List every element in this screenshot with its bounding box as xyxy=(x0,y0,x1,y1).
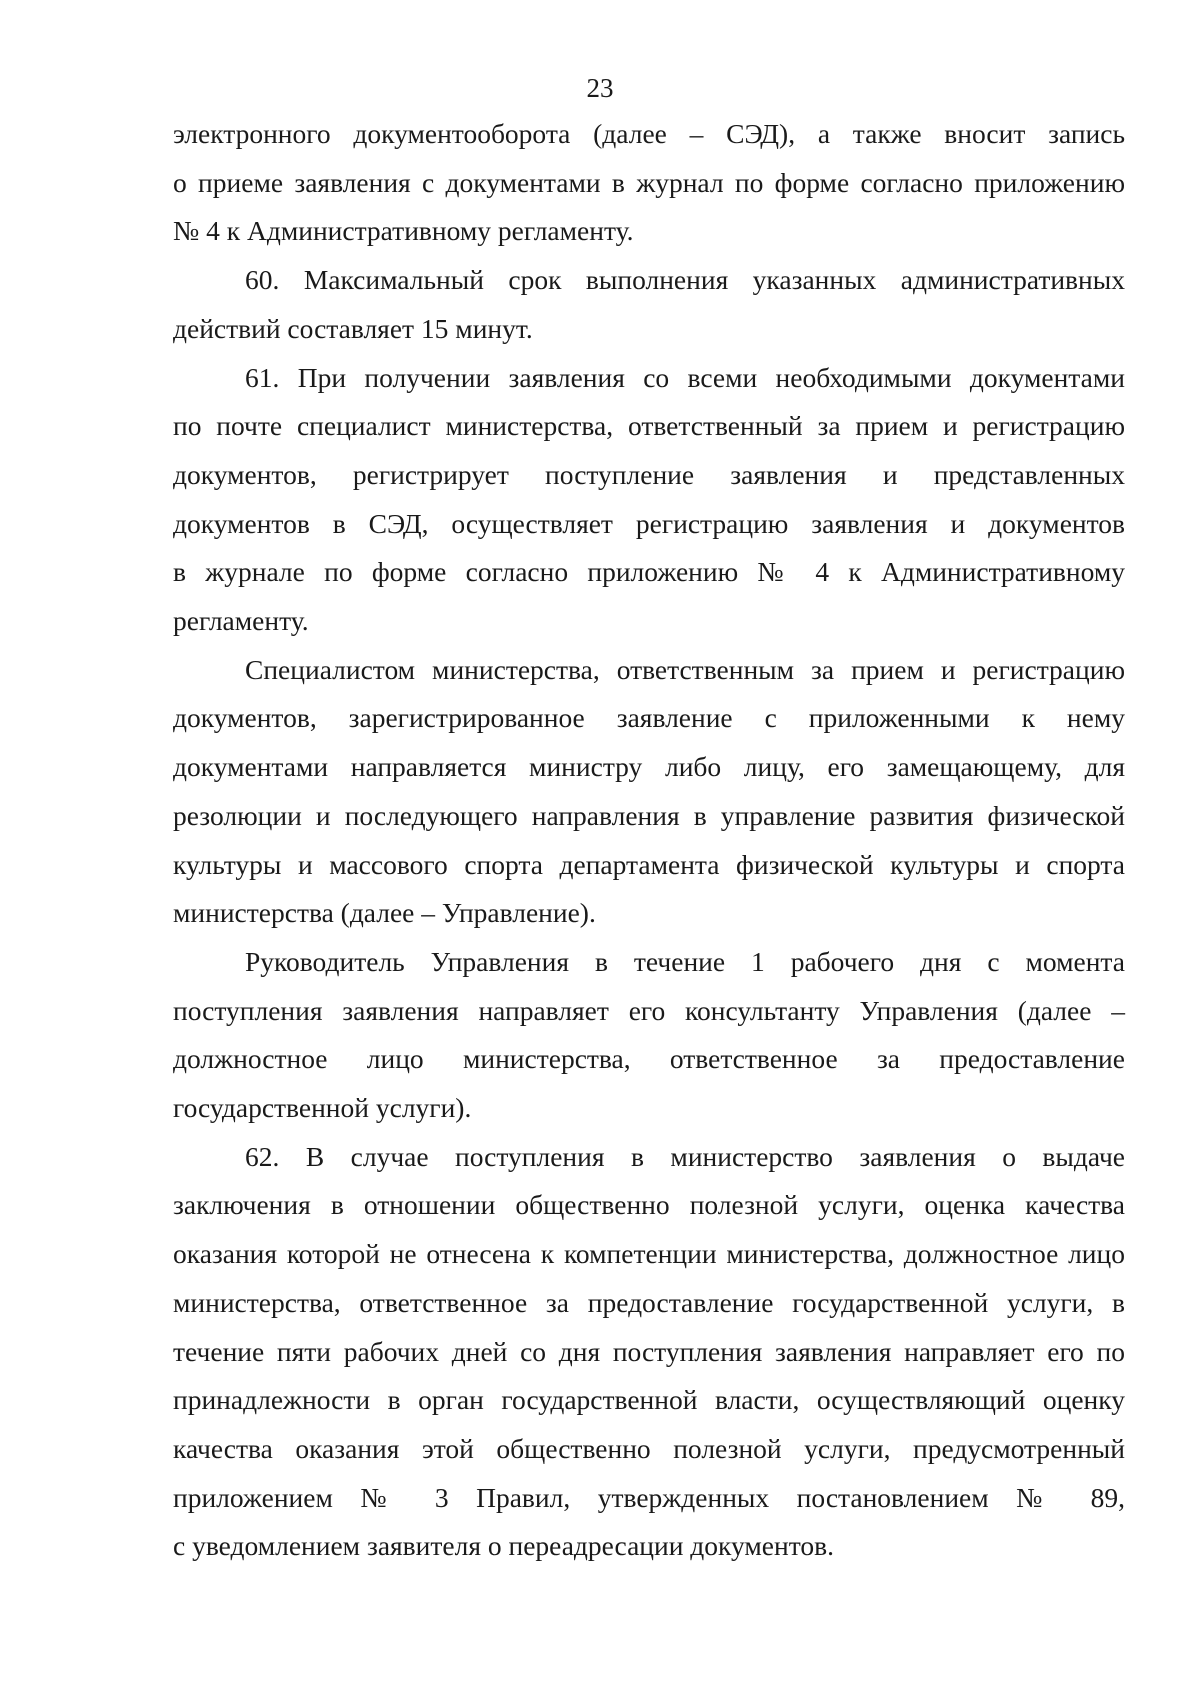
paragraph-62 xyxy=(173,1133,1125,1571)
text-line: документов, регистрирует поступление заявления и представленных xyxy=(173,458,1125,490)
text-line: документов в СЭД, осуществляет регистрацию заявления и документов xyxy=(173,507,1125,539)
paragraph-61 xyxy=(173,354,1125,646)
text-line: по почте специалист министерства, ответственный за прием и регистрацию xyxy=(173,410,1125,442)
text-line: течение пяти рабочих дней со дня поступления заявления направляет его по xyxy=(173,1335,1125,1367)
text-line: 62. В случае поступления в министерство заявления о выдаче xyxy=(245,1140,1125,1172)
document-body xyxy=(173,110,1125,1571)
text-line: 60. Максимальный срок выполнения указанных административных xyxy=(245,264,1125,296)
text-line: качества оказания этой общественно полезной услуги, предусмотренный xyxy=(173,1432,1125,1464)
text-line: электронного документооборота (далее – СЭД), а также вносит запись xyxy=(173,118,1125,149)
text-line: министерства, ответственное за предоставление государственной услуги, в xyxy=(173,1286,1125,1318)
text-line: о приеме заявления с документами в журнал по форме согласно приложению xyxy=(173,166,1125,198)
text-line: культуры и массового спорта департамента физической культуры и спорта xyxy=(173,848,1125,880)
text-line: министерства (далее – Управление). xyxy=(173,897,596,929)
text-line: резолюции и последующего направления в управление развития физической xyxy=(173,799,1125,831)
text-line: с уведомлением заявителя о переадресации документов. xyxy=(173,1530,834,1562)
page-number: 23 xyxy=(586,73,614,103)
text-line: Специалистом министерства, ответственным за прием и регистрацию xyxy=(245,653,1125,685)
text-line: Руководитель Управления в течение 1 рабочего дня с момента xyxy=(245,945,1125,977)
text-line: документов, зарегистрированное заявление с приложенными к нему xyxy=(173,702,1125,734)
text-line: заключения в отношении общественно полезной услуги, оценка качества xyxy=(173,1189,1125,1221)
text-line: должностное лицо министерства, ответственное за предоставление xyxy=(173,1043,1125,1075)
text-line: действий составляет 15 минут. xyxy=(173,312,533,344)
text-line: государственной услуги). xyxy=(173,1092,472,1124)
text-line: приложением № 3 Правил, утвержденных постановлением № 89, xyxy=(173,1481,1125,1513)
text-line: регламенту. xyxy=(173,605,309,637)
paragraph-60 xyxy=(173,256,1125,353)
paragraph-head-of-department xyxy=(173,938,1125,1133)
text-line: № 4 к Административному регламенту. xyxy=(173,215,634,247)
text-line: 61. При получении заявления со всеми необходимыми документами xyxy=(245,361,1125,393)
text-line: принадлежности в орган государственной власти, осуществляющий оценку xyxy=(173,1384,1125,1416)
paragraph-specialist xyxy=(173,646,1125,938)
text-line: поступления заявления направляет его консультанту Управления (далее – xyxy=(173,994,1125,1026)
text-line: документами направляется министру либо лицу, его замещающему, для xyxy=(173,751,1125,783)
text-line: оказания которой не отнесена к компетенции министерства, должностное лицо xyxy=(173,1238,1125,1270)
paragraph-continuation xyxy=(173,110,1125,256)
text-line: в журнале по форме согласно приложению № 4 к Административному xyxy=(173,556,1125,588)
